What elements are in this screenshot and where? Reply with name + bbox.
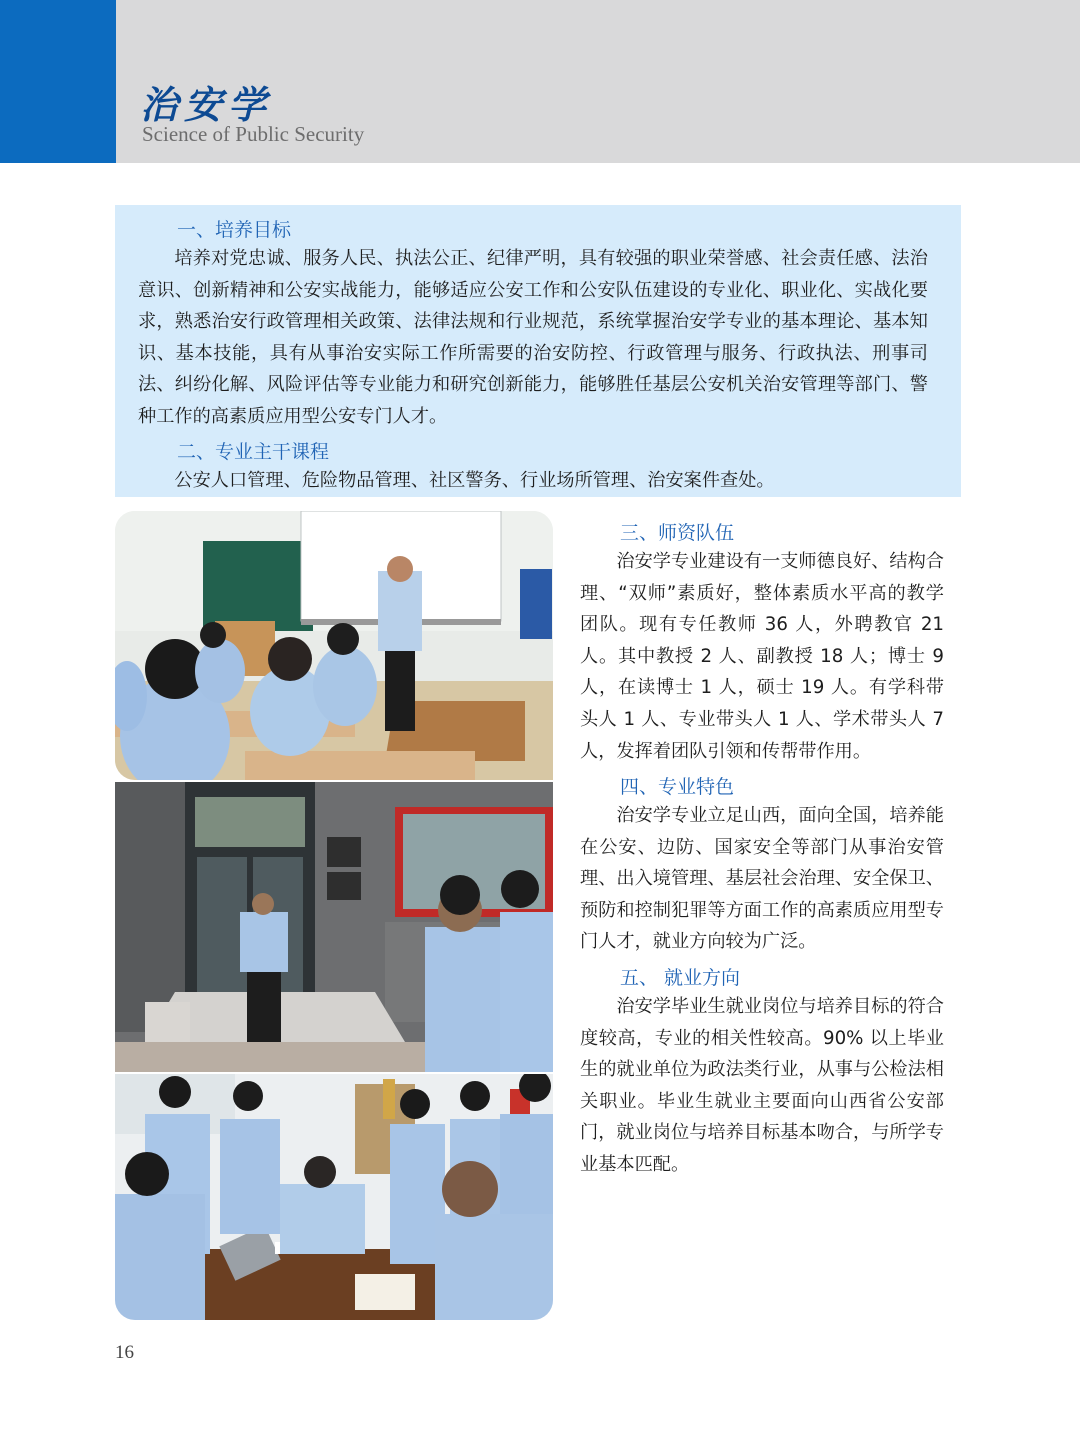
header-blue-block xyxy=(0,0,116,163)
section-heading-objectives: 一、培养目标 xyxy=(177,219,292,241)
group-discussion-photo xyxy=(115,1074,553,1320)
building-entrance-photo xyxy=(115,782,553,1072)
page-subtitle: Science of Public Security xyxy=(142,122,365,146)
section-heading-features: 四、专业特色 xyxy=(620,776,735,798)
section-heading-courses: 二、专业主干课程 xyxy=(177,441,330,463)
section-text-employment: 治安学毕业生就业岗位与培养目标的符合度较高，专业的相关性较高。90% 以上毕业生的就业单位为政法类行业，从事与公检法相关职业。毕业生就业主要面向山西省公安部门，就业岗位与培养目标基本吻合，与所学专业基本匹配。 xyxy=(580,996,944,1175)
section-text-features: 治安学专业立足山西，面向全国，培养能在公安、边防、国家安全等部门从事治安管理、出入境管理、基层社会治理、安全保卫、预防和控制犯罪等方面工作的高素质应用型专门人才，就业方向较为广泛。 xyxy=(580,805,944,953)
section-text-objectives: 培养对党忠诚、服务人民、执法公正、纪律严明，具有较强的职业荣誉感、社会责任感、法治意识、创新精神和公安实战能力，能够适应公安工作和公安队伍建设的专业化、职业化、实战化要求，熟悉治安行政管理相关政策、法律法规和行业规范，系统掌握治安学专业的基本理论、基本知识、基本技能，具有从事治安实际工作所需要的治安防控、行政管理与服务、行政执法、刑事司法、纠纷化解、风险评估等专业能力和研究创新能力，能够胜任基层公安机关治安管理等部门、警种工作的高素质应用型公安专门人才。 xyxy=(138,248,928,427)
page-title: 治安学 xyxy=(140,82,273,127)
page-number: 16 xyxy=(115,1342,134,1363)
section-text-faculty: 治安学专业建设有一支师德良好、结构合理、“双师”素质好，整体素质水平高的教学团队。现有专任教师 36 人，外聘教官 21 人。其中教授 2 人、副教授 18 人；博士 9 人，在读博士 1 人，硕士 19 人。有学科带头人 1 人、专业带头人 1 人、学术带头人 7 人，发挥着团队引领和传帮带作用。 xyxy=(580,551,944,762)
classroom-photo xyxy=(115,511,553,780)
section-heading-faculty: 三、师资队伍 xyxy=(620,522,735,544)
section-text-courses: 公安人口管理、危险物品管理、社区警务、行业场所管理、治安案件查处。 xyxy=(174,470,775,491)
section-heading-employment: 五、 就业方向 xyxy=(620,967,741,989)
